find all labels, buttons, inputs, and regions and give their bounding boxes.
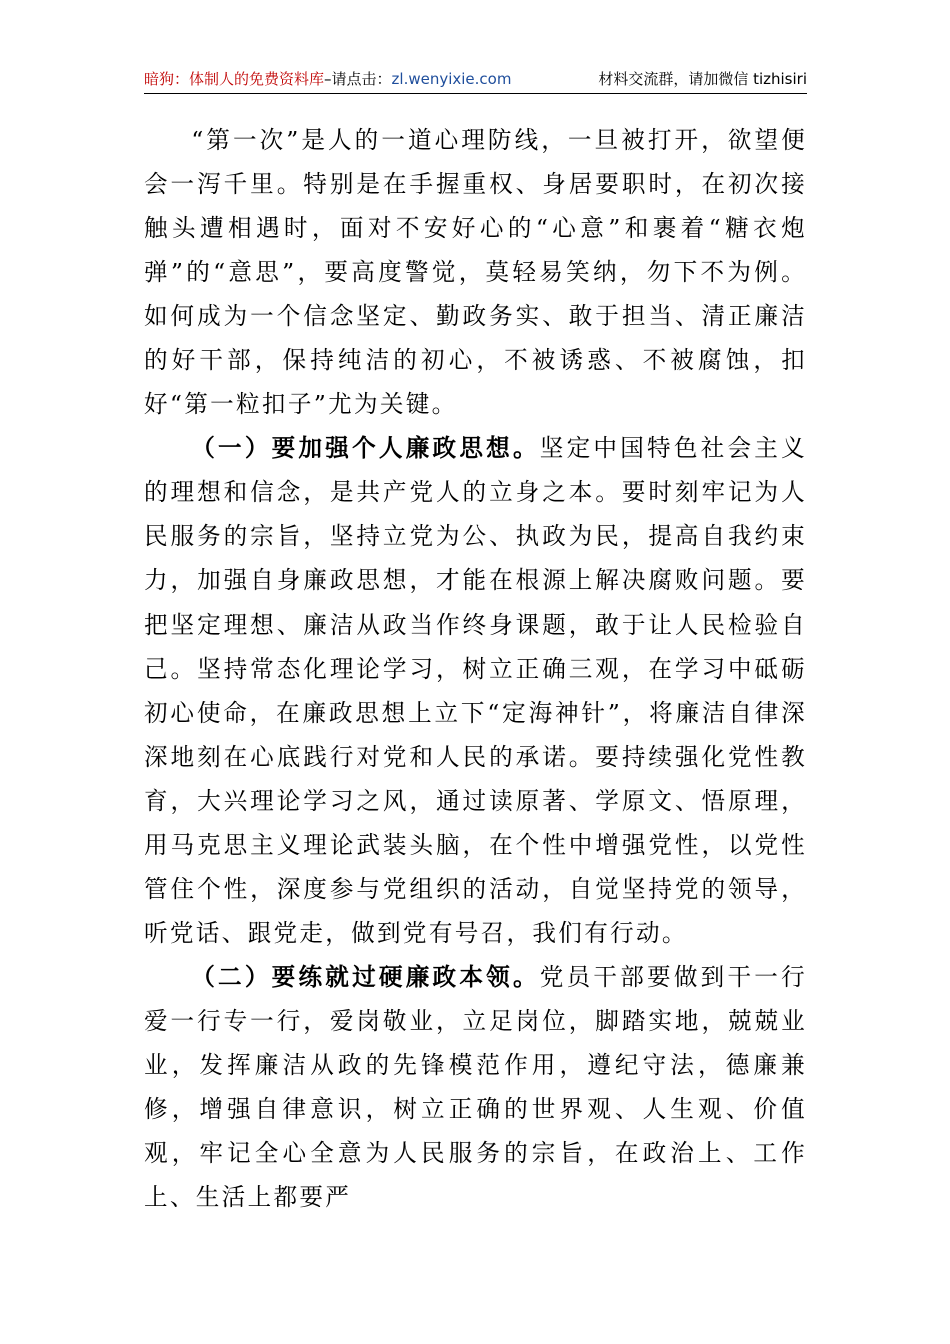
header-brand: 暗狗：体制人的免费资料库 [144, 70, 325, 88]
header-click-prompt: –请点击： [324, 70, 392, 88]
paragraph-section-1 [144, 426, 807, 955]
paragraph-lead: （一）要加强个人廉政思想。 [191, 434, 540, 463]
header-wechat-note: 材料交流群，请加微信 tizhisiri [598, 70, 807, 88]
paragraph-text: 坚定中国特色社会主义的理想和信念，是共产党人的立身之本。要时刻牢记为人民服务的宗旨，坚持立党为公、执政为民，提高自我约束力，加强自身廉政思想，才能在根源上解决腐败问题。要把坚定理想、廉洁从政当作终身课题，敢于让人民检验自己。坚持常态化理论学习，树立正确三观，在学习中砥砺初心使命，在廉政思想上立下“定海神针”，将廉洁自律深深地刻在心底践行对党和人民的承诺。要持续强化党性教育，大兴理论学习之风，通过读原著、学原文、悟原理，用马克思主义理论武装头脑，在个性中增强党性，以党性管住个性，深度参与党组织的活动，自觉坚持党的领导，听党话、跟党走，做到党有号召，我们有行动。 [144, 434, 808, 947]
paragraph-intro [144, 118, 807, 426]
paragraph-text: “第一次”是人的一道心理防线，一旦被打开，欲望便会一泻千里。特别是在手握重权、身居要职时，在初次接触头遭相遇时，面对不安好心的“心意”和裹着“糖衣炮弹”的“意思”，要高度警觉，莫轻易笑纳，勿下不为例。如何成为一个信念坚定、勤政务实、敢于担当、清正廉洁的好干部，保持纯洁的初心，不被诱惑、不被腐蚀，扣好“第一粒扣子”尤为关键。 [144, 126, 807, 419]
header-link[interactable]: zl.wenyixie.com [391, 70, 512, 88]
page-header [144, 64, 807, 94]
paragraph-text: 党员干部要做到干一行爱一行专一行，爱岗敬业，立足岗位，脚踏实地，兢兢业业，发挥廉洁从政的先锋模范作用，遵纪守法，德廉兼修，增强自律意识，树立正确的世界观、人生观、价值观，牢记全心全意为人民服务的宗旨，在政治上、工作上、生活上都要严 [144, 962, 808, 1212]
header-left [144, 68, 511, 90]
document-body [144, 118, 807, 1219]
paragraph-lead: （二）要练就过硬廉政本领。 [191, 962, 540, 991]
paragraph-section-2 [144, 955, 807, 1219]
